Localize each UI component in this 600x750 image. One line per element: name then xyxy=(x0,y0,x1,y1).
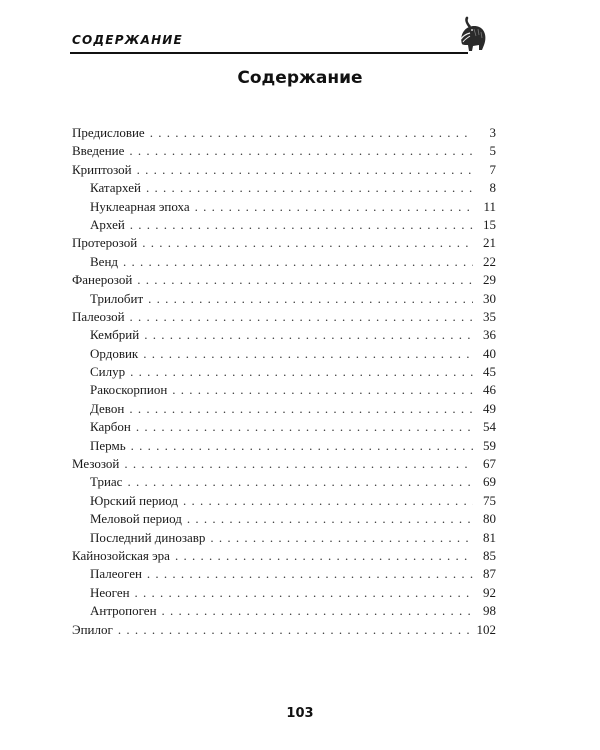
toc-row xyxy=(72,437,496,455)
toc-entry-page: 46 xyxy=(483,382,496,398)
toc-entry-title: Ордовик xyxy=(90,345,139,361)
dot-leader xyxy=(187,510,473,528)
dot-leader xyxy=(175,547,473,565)
toc-entry-page: 81 xyxy=(483,529,496,545)
toc-row xyxy=(72,602,496,620)
dot-leader xyxy=(129,400,473,418)
dot-leader xyxy=(130,308,473,326)
toc-entry-page: 29 xyxy=(483,272,496,288)
toc-entry-title: Триас xyxy=(90,474,123,490)
toc-entry-title: Кайнозойская эра xyxy=(72,547,170,563)
toc-row xyxy=(72,510,496,528)
toc-row xyxy=(72,124,496,142)
toc-row xyxy=(72,621,496,639)
toc-row xyxy=(72,198,496,216)
dot-leader xyxy=(150,124,473,142)
toc-row xyxy=(72,290,496,308)
toc-entry-title: Венд xyxy=(90,253,119,269)
toc-entry-page: 40 xyxy=(483,345,496,361)
dot-leader xyxy=(118,621,472,639)
toc-row xyxy=(72,234,496,252)
toc-row xyxy=(72,271,496,289)
mammoth-emblem-icon xyxy=(452,14,494,56)
toc-entry-title: Катархей xyxy=(90,180,141,196)
toc-entry-title: Силур xyxy=(90,364,126,380)
toc-row xyxy=(72,473,496,491)
dot-leader xyxy=(136,418,473,436)
toc-entry-title: Введение xyxy=(72,143,125,159)
toc-entry-page: 5 xyxy=(489,143,496,159)
toc-entry-title: Неоген xyxy=(90,584,130,600)
toc-entry-title: Пермь xyxy=(90,437,126,453)
toc-entry-page: 15 xyxy=(483,216,496,232)
toc-entry-title: Трилобит xyxy=(90,290,144,306)
toc-row xyxy=(72,326,496,344)
toc-entry-title: Нуклеарная эпоха xyxy=(90,198,190,214)
toc-entry-page: 98 xyxy=(483,603,496,619)
toc-row xyxy=(72,363,496,381)
toc-entry-page: 102 xyxy=(476,621,496,637)
toc-entry-title: Кембрий xyxy=(90,327,140,343)
dot-leader xyxy=(162,602,473,620)
toc-entry-title: Меловой период xyxy=(90,511,182,527)
toc-row xyxy=(72,179,496,197)
toc-entry-title: Карбон xyxy=(90,419,131,435)
toc-entry-title: Антропоген xyxy=(90,603,157,619)
toc-entry-title: Юрский период xyxy=(90,492,179,508)
toc-entry-page: 11 xyxy=(483,198,496,214)
dot-leader xyxy=(172,381,473,399)
toc-entry-title: Мезозой xyxy=(72,456,120,472)
toc-entry-page: 87 xyxy=(483,566,496,582)
toc-entry-page: 85 xyxy=(483,547,496,563)
toc-row xyxy=(72,142,496,160)
toc-entry-title: Фанерозой xyxy=(72,272,133,288)
dot-leader xyxy=(137,161,473,179)
toc-row xyxy=(72,529,496,547)
dot-leader xyxy=(210,529,473,547)
toc-entry-title: Архей xyxy=(90,216,125,232)
toc-entry-page: 3 xyxy=(489,125,496,140)
toc-entry-title: Криптозой xyxy=(72,161,132,177)
toc-entry-page: 36 xyxy=(483,327,496,343)
toc-entry-page: 80 xyxy=(483,511,496,527)
dot-leader xyxy=(147,565,473,583)
dot-leader xyxy=(127,473,473,491)
dot-leader xyxy=(130,363,473,381)
toc-entry-page: 35 xyxy=(483,308,496,324)
toc-entry-page: 59 xyxy=(483,437,496,453)
toc-row xyxy=(72,253,496,271)
toc-row xyxy=(72,216,496,234)
dot-leader xyxy=(183,492,473,510)
toc-entry-page: 69 xyxy=(483,474,496,490)
toc-entry-page: 67 xyxy=(483,456,496,472)
toc-entry-title: Предисловие xyxy=(72,125,145,140)
toc-row xyxy=(72,565,496,583)
page-title: Содержание xyxy=(237,68,363,88)
toc-row xyxy=(72,547,496,565)
dot-leader xyxy=(135,584,473,602)
dot-leader xyxy=(129,142,473,160)
dot-leader xyxy=(142,234,473,252)
page-number: 103 xyxy=(286,706,314,721)
toc-entry-page: 45 xyxy=(483,364,496,380)
header-rule xyxy=(70,52,468,54)
toc-entry-title: Эпилог xyxy=(72,621,113,637)
dot-leader xyxy=(148,290,473,308)
toc-entry-title: Ракоскорпион xyxy=(90,382,168,398)
toc-row xyxy=(72,455,496,473)
dot-leader xyxy=(123,253,473,271)
dot-leader xyxy=(195,198,473,216)
toc-entry-title: Девон xyxy=(90,400,125,416)
toc-entry-page: 7 xyxy=(489,161,496,177)
toc-row xyxy=(72,161,496,179)
toc-entry-page: 92 xyxy=(483,584,496,600)
dot-leader xyxy=(137,271,473,289)
toc-row xyxy=(72,345,496,363)
toc-entry-title: Последний динозавр xyxy=(90,529,206,545)
toc-row xyxy=(72,381,496,399)
dot-leader xyxy=(144,326,473,344)
toc-entry-title: Протерозой xyxy=(72,235,138,251)
toc-entry-page: 54 xyxy=(483,419,496,435)
dot-leader xyxy=(124,455,473,473)
toc-entry-page: 75 xyxy=(483,492,496,508)
toc-entry-page: 49 xyxy=(483,400,496,416)
toc-row xyxy=(72,492,496,510)
toc-row xyxy=(72,308,496,326)
toc-row xyxy=(72,418,496,436)
toc-entry-page: 8 xyxy=(489,180,496,196)
toc-entry-title: Палеоген xyxy=(90,566,142,582)
dot-leader xyxy=(130,216,473,234)
table-of-contents xyxy=(72,124,496,639)
toc-entry-page: 22 xyxy=(483,253,496,269)
toc-entry-page: 30 xyxy=(483,290,496,306)
toc-entry-title: Палеозой xyxy=(72,308,125,324)
toc-row xyxy=(72,400,496,418)
toc-row xyxy=(72,584,496,602)
toc-entry-page: 21 xyxy=(483,235,496,251)
running-header: СОДЕРЖАНИЕ xyxy=(72,33,183,47)
dot-leader xyxy=(131,437,473,455)
dot-leader xyxy=(146,179,473,197)
dot-leader xyxy=(143,345,473,363)
